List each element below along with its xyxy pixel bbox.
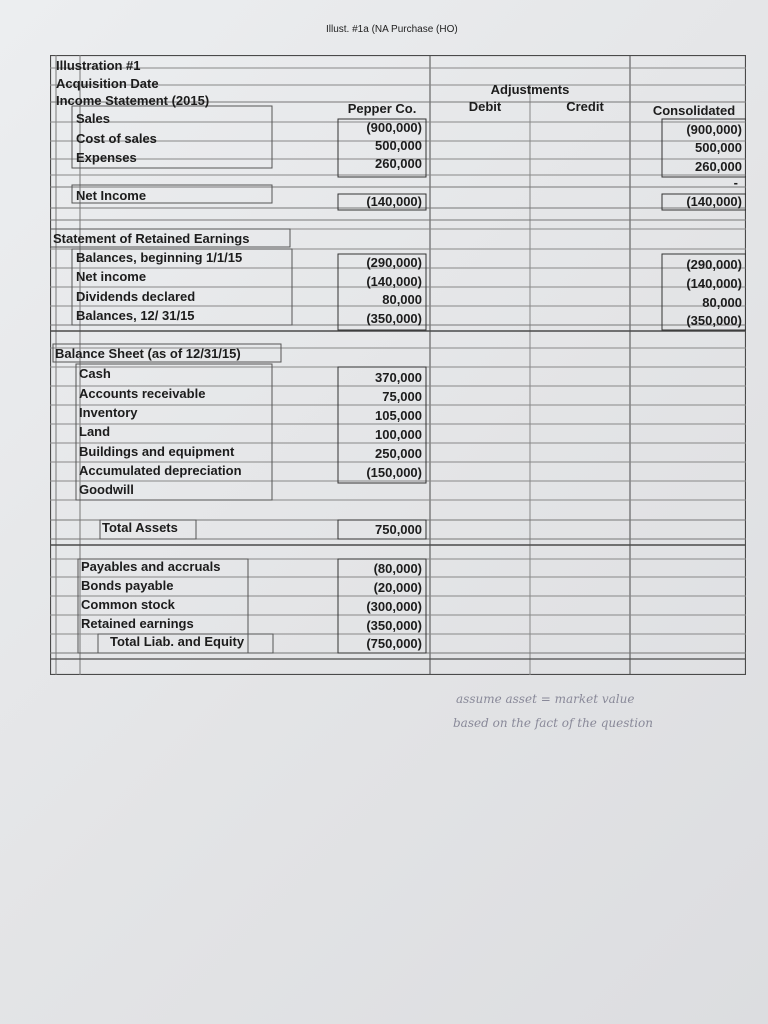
acquisition-date-label: Acquisition Date: [56, 76, 159, 91]
total-liab-equity-label: Total Liab. and Equity: [110, 634, 245, 649]
document-title: Illust. #1a (NA Purchase (HO): [326, 24, 458, 35]
illustration-label: Illustration #1: [56, 58, 141, 73]
retained-earnings-label: Retained earnings: [81, 616, 194, 631]
dividends-consolidated: 80,000: [702, 295, 742, 310]
dividends-pepper: 80,000: [382, 292, 422, 307]
dividends-label: Dividends declared: [76, 289, 196, 304]
common-stock-pepper: (300,000): [366, 599, 422, 614]
retained-earnings-pepper: (350,000): [366, 618, 422, 633]
accumulated-depreciation-label: Accumulated depreciation: [79, 463, 242, 478]
expenses-consolidated: 260,000: [695, 159, 742, 174]
re-net-income-pepper: (140,000): [366, 274, 422, 289]
total-assets-label: Total Assets: [102, 520, 178, 535]
cost-of-sales-label: Cost of sales: [76, 131, 157, 146]
sales-consolidated: (900,000): [686, 122, 742, 137]
re-beginning-label: Balances, beginning 1/1/15: [76, 250, 243, 265]
sales-label: Sales: [76, 111, 110, 126]
re-ending-consolidated: (350,000): [686, 313, 742, 328]
cost-of-sales-consolidated: 500,000: [695, 140, 742, 155]
land-label: Land: [79, 424, 111, 439]
buildings-equipment-pepper: 250,000: [375, 446, 422, 461]
accumulated-depreciation-pepper: (150,000): [366, 465, 422, 480]
re-net-income-label: Net income: [76, 269, 147, 284]
accounts-receivable-pepper: 75,000: [382, 389, 422, 404]
re-net-income-consolidated: (140,000): [686, 276, 742, 291]
net-income-label: Net Income: [76, 188, 147, 203]
re-beginning-pepper: (290,000): [366, 255, 422, 270]
payables-label: Payables and accruals: [81, 559, 221, 574]
credit-header: Credit: [566, 99, 604, 114]
goodwill-label: Goodwill: [79, 482, 134, 497]
expenses-label: Expenses: [76, 150, 137, 165]
re-ending-label: Balances, 12/ 31/15: [76, 308, 195, 323]
retained-earnings-heading: Statement of Retained Earnings: [53, 231, 250, 246]
expenses-pepper: 260,000: [375, 156, 422, 171]
buildings-equipment-label: Buildings and equipment: [79, 444, 235, 459]
adjustments-header: Adjustments: [490, 82, 570, 97]
net-income-consolidated: (140,000): [686, 194, 742, 209]
land-pepper: 100,000: [375, 427, 422, 442]
inventory-label: Inventory: [79, 405, 138, 420]
common-stock-label: Common stock: [81, 597, 175, 612]
consolidated-column-header: Consolidated: [652, 103, 736, 118]
total-liab-equity-pepper: (750,000): [366, 636, 422, 651]
balance-sheet-heading: Balance Sheet (as of 12/31/15): [55, 346, 241, 361]
inventory-pepper: 105,000: [375, 408, 422, 423]
cost-of-sales-pepper: 500,000: [375, 138, 422, 153]
total-assets-pepper: 750,000: [375, 522, 422, 537]
pepper-column-header: Pepper Co.: [347, 101, 417, 116]
re-ending-pepper: (350,000): [366, 311, 422, 326]
payables-pepper: (80,000): [373, 561, 422, 576]
consolidated-dash: -: [733, 175, 738, 190]
bonds-payable-label: Bonds payable: [81, 578, 174, 593]
cash-pepper: 370,000: [375, 370, 422, 385]
income-statement-heading: Income Statement (2015): [56, 93, 210, 108]
cash-label: Cash: [79, 366, 111, 381]
accounts-receivable-label: Accounts receivable: [79, 386, 206, 401]
handwritten-note-line-1: assume asset = market value: [456, 692, 635, 706]
net-income-pepper: (140,000): [366, 194, 422, 209]
sales-pepper: (900,000): [366, 120, 422, 135]
debit-header: Debit: [468, 99, 502, 114]
handwritten-note-line-2: based on the fact of the question: [453, 716, 654, 730]
bonds-payable-pepper: (20,000): [373, 580, 422, 595]
re-beginning-consolidated: (290,000): [686, 257, 742, 272]
consolidation-worksheet: [50, 55, 746, 675]
